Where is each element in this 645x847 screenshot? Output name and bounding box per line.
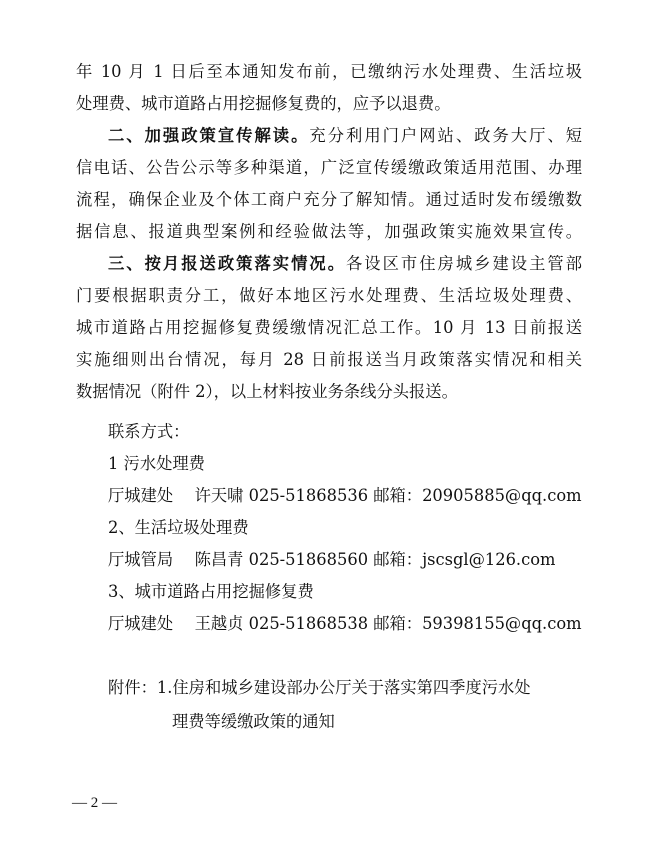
section2-first-line-text: 充分利用门户网站、政务大厅、短 xyxy=(309,126,582,145)
contact-category-2: 2、生活垃圾处理费 xyxy=(108,518,249,537)
attachment-line-1 xyxy=(108,678,584,698)
contact-category-1: 1 污水处理费 xyxy=(108,454,205,473)
section2-first-line xyxy=(108,126,582,146)
section3-first-line xyxy=(108,254,582,274)
contact-category-3: 3、城市道路占用挖掘修复费 xyxy=(108,582,314,601)
attachment-label: 附件： xyxy=(108,678,157,697)
paragraph-continuation-line-1: 年 10 月 1 日后至本通知发布前，已缴纳污水处理费、生活垃圾 xyxy=(76,62,582,81)
section3-line-5: 数据情况（附件 2），以上材料按业务条线分头报送。 xyxy=(76,382,458,401)
section2-heading: 二、加强政策宣传解读。 xyxy=(108,126,310,145)
section3-first-line-text: 各设区市住房城乡建设主管部 xyxy=(346,254,582,273)
section2-line-3: 流程，确保企业及个体工商户充分了解知情。通过适时发布缓缴数 xyxy=(76,190,582,209)
section3-line-2: 门要根据职责分工，做好本地区污水处理费、生活垃圾处理费、 xyxy=(76,286,582,305)
contacts-title: 联系方式： xyxy=(108,422,190,441)
attachment-item-1: 1.住房和城乡建设部办公厅关于落实第四季度污水处 xyxy=(156,678,531,697)
paragraph-continuation-line-2: 处理费、城市道路占用挖掘修复费的，应予以退费。 xyxy=(76,94,451,113)
page-number: — 2 — xyxy=(72,795,117,811)
section3-heading: 三、按月报送政策落实情况。 xyxy=(108,254,346,273)
section3-line-4: 实施细则出台情况，每月 28 日前报送当月政策落实情况和相关 xyxy=(76,350,582,369)
contact-line-3: 厅城建处 王越贞 025-51868538 邮箱：59398155@qq.com xyxy=(108,614,582,633)
section2-line-4: 据信息、报道典型案例和经验做法等，加强政策实施效果宣传。 xyxy=(76,222,582,241)
contact-line-1: 厅城建处 许天啸 025-51868536 邮箱：20905885@qq.com xyxy=(108,486,582,505)
contact-line-2: 厅城管局 陈昌青 025-51868560 邮箱：jscsgl@126.com xyxy=(108,550,556,569)
attachment-line-2: 理费等缓缴政策的通知 xyxy=(172,712,335,731)
section2-line-2: 信电话、公告公示等多种渠道，广泛宣传缓缴政策适用范围、办理 xyxy=(76,158,582,177)
section3-line-3: 城市道路占用挖掘修复费缓缴情况汇总工作。10 月 13 日前报送 xyxy=(76,318,582,337)
